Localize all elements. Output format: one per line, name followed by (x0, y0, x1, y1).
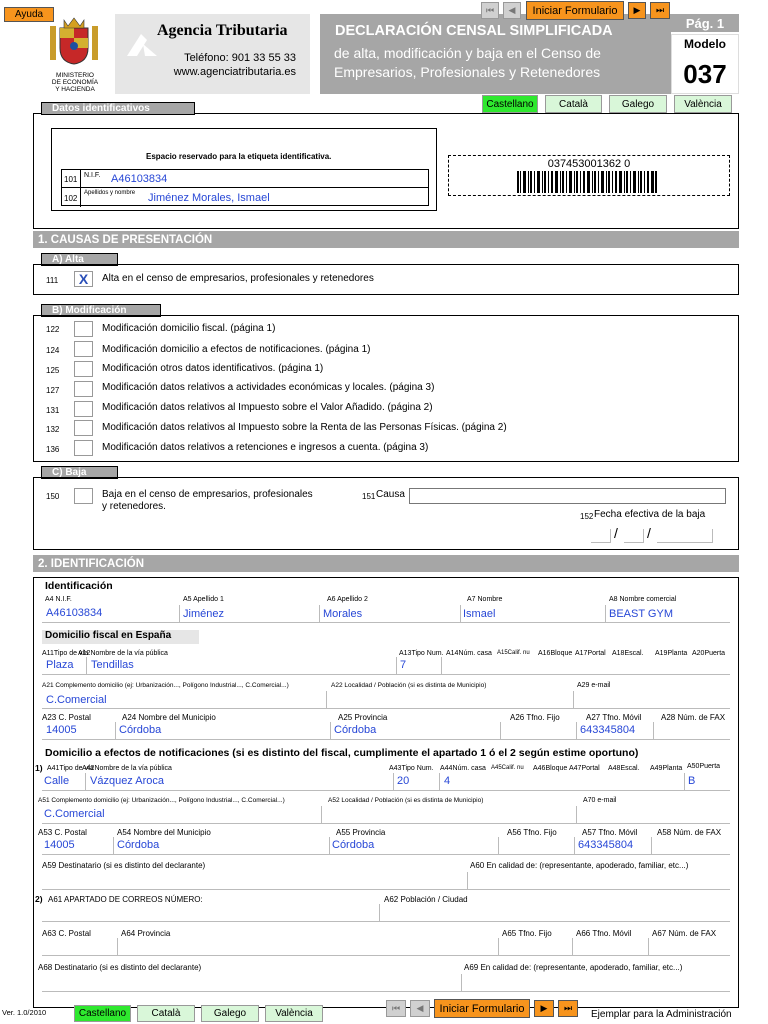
a6-apellido2-input[interactable]: Morales (323, 608, 363, 620)
a53-cp-input[interactable]: 14005 (44, 839, 75, 851)
a24-label: A24 Nombre del Municipio (122, 713, 216, 722)
alta-code: 111 (46, 276, 59, 285)
mod-code: 122 (46, 325, 60, 334)
a5-apellido1-input[interactable]: Jiménez (183, 608, 224, 620)
baja-checkbox[interactable] (74, 488, 93, 504)
coat-of-arms-icon (46, 14, 102, 70)
a50-puerta-input[interactable]: B (688, 775, 696, 787)
domicilio-notif-title: Domicilio a efectos de notificaciones (si es distinto del fiscal, cumplimente el apartado 1 ó el 2 según estime oportuno) (45, 747, 639, 759)
nif-code: 101 (64, 175, 78, 184)
a26-label: A26 Tfno. Fijo (510, 713, 560, 722)
mod-checkbox-136[interactable] (74, 440, 93, 456)
agency-box (115, 14, 310, 94)
reserved-label: Espacio reservado para la etiqueta identificativa. (146, 152, 332, 161)
footer-prev-page-button[interactable]: ◀ (410, 1000, 430, 1017)
mod-text: Modificación domicilio a efectos de notificaciones. (página 1) (102, 344, 371, 355)
a56-label: A56 Tfno. Fijo (507, 828, 557, 837)
a66-label: A66 Tfno. Móvil (576, 929, 632, 938)
a64-label: A64 Provincia (121, 929, 171, 938)
a55-provincia-input[interactable]: Córdoba (332, 839, 375, 851)
title-box (320, 14, 671, 94)
a21-complemento-input[interactable]: C.Comercial (46, 694, 107, 706)
a41-label: A41Tipo de vía (47, 765, 94, 772)
a7-label: A7 Nombre (467, 596, 503, 603)
barcode-number: 037453001362 0 (547, 158, 631, 170)
a13-tipo-num-input[interactable]: 7 (400, 659, 407, 671)
version-label: Ver. 1.0/2010 (2, 1008, 47, 1017)
footer-lang-valencia[interactable]: València (265, 1005, 323, 1022)
a46-label: A46Bloque (533, 765, 568, 772)
mod-text: Modificación datos relativos a actividades económicas y locales. (página 3) (102, 382, 435, 393)
mod-text: Modificación datos relativos al Impuesto sobre la Renta de las Personas Físicas. (página 2) (102, 422, 507, 433)
footer-next-page-button[interactable]: ▶ (534, 1000, 554, 1017)
agency-phone: Teléfono: 901 33 55 33 (184, 52, 296, 64)
a12-nombre-via-input[interactable]: Tendillas (91, 659, 134, 671)
agency-website: www.agenciatributaria.es (173, 66, 296, 78)
date-year-input[interactable] (657, 529, 713, 543)
a7-nombre-input[interactable]: Ismael (463, 608, 496, 620)
a60-label: A60 En calidad de: (representante, apoderado, familiar, etc...) (470, 861, 689, 870)
name-code: 102 (64, 194, 78, 203)
domicilio-fiscal-title: Domicilio fiscal en España (42, 630, 199, 644)
mod-code: 136 (46, 445, 60, 454)
a48-label: A48Escal. (608, 765, 640, 772)
baja-code: 150 (46, 492, 60, 501)
date-separator: / (647, 525, 651, 541)
last-page-button[interactable]: ⏭ (650, 2, 670, 19)
date-day-input[interactable] (591, 529, 611, 543)
a42-nombre-via-input[interactable]: Vázquez Aroca (90, 775, 164, 787)
option-1-label: 1) (35, 763, 43, 773)
a18-label: A18Escal. (612, 650, 644, 657)
form-subtitle-2: Empresarios, Profesionales y Retenedores (334, 64, 601, 80)
a44-label: A44Núm. casa (440, 765, 486, 772)
lang-galego[interactable]: Galego (609, 95, 667, 113)
a53-label: A53 C. Postal (38, 828, 87, 837)
footer-lang-castellano[interactable]: Castellano (74, 1005, 131, 1022)
nif-value[interactable]: A46103834 (111, 173, 168, 185)
a61-label: A61 APARTADO DE CORREOS NÚMERO: (48, 895, 203, 904)
page-number: Pág. 1 (671, 14, 739, 32)
a41-tipo-via-input[interactable]: Calle (44, 775, 70, 787)
start-form-button[interactable]: Iniciar Formulario (526, 1, 624, 20)
a52-label: A52 Localidad / Población (si es distinta de Municipio) (328, 797, 484, 804)
a19-label: A19Planta (655, 650, 688, 657)
mod-checkbox-125[interactable] (74, 361, 93, 377)
copy-label: Ejemplar para la Administración (591, 1009, 732, 1020)
a13-label: A13Tipo Num. (399, 650, 444, 657)
barcode-icon (517, 171, 657, 193)
cause-input[interactable] (409, 488, 726, 504)
baja-text-2: y retenedores. (102, 501, 166, 512)
date-code: 152 (580, 512, 594, 521)
a22-label: A22 Localidad / Población (si es distinta de Municipio) (331, 682, 487, 689)
causas-section-title: 1. CAUSAS DE PRESENTACIÓN (33, 231, 739, 248)
mod-text: Modificación datos relativos a retenciones e ingresos a cuenta. (página 3) (102, 442, 429, 453)
a21-label: A21 Complemento domicilio (ej: Urbanización..., Polígono Industrial..., C.Comercial...) (42, 682, 289, 689)
a16-label: A16Bloque (538, 650, 573, 657)
cause-label: Causa (376, 489, 405, 500)
agency-name: Agencia Tributaria (157, 22, 288, 39)
mod-code: 125 (46, 366, 60, 375)
identificacion-subtitle: Identificación (45, 580, 113, 592)
first-page-button[interactable]: ⏮ (481, 2, 499, 19)
mod-text: Modificación datos relativos al Impuesto sobre el Valor Añadido. (página 2) (102, 402, 433, 413)
a57-movil-input[interactable]: 643345804 (578, 839, 634, 851)
a51-label: A51 Complemento domicilio (ej: Urbanización..., Polígono Industrial..., C.Comercial...) (38, 797, 285, 804)
mod-code: 127 (46, 386, 60, 395)
a6-label: A6 Apellido 2 (327, 596, 368, 603)
alta-text: Alta en el censo de empresarios, profesionales y retenedores (102, 273, 374, 284)
date-label: Fecha efectiva de la baja (594, 509, 706, 520)
a8-label: A8 Nombre comercial (609, 596, 677, 603)
a58-label: A58 Núm. de FAX (657, 828, 722, 837)
lang-catala[interactable]: Català (545, 95, 602, 113)
baja-text-1: Baja en el censo de empresarios, profesionales (102, 489, 313, 500)
a14-label: A14Núm. casa (446, 650, 492, 657)
a68-label: A68 Destinatario (si es distinto del declarante) (38, 963, 202, 972)
a25-provincia-input[interactable]: Córdoba (334, 724, 377, 736)
a25-label: A25 Provincia (338, 713, 388, 722)
name-value[interactable]: Jiménez Morales, Ismael (148, 192, 270, 204)
next-page-button[interactable]: ▶ (628, 2, 646, 19)
baja-title: C) Baja (41, 466, 118, 479)
mod-code: 132 (46, 425, 60, 434)
date-month-input[interactable] (624, 529, 644, 543)
a49-label: A49Planta (650, 765, 683, 772)
a4-label: A4 N.I.F. (45, 596, 72, 603)
a63-label: A63 C. Postal (42, 929, 91, 938)
a29-label: A29 e-mail (577, 682, 611, 689)
datos-identificativos-title: Datos identificativos (41, 102, 195, 115)
a50-label: A50Puerta (687, 763, 721, 770)
a27-label: A27 Tfno. Móvil (586, 713, 642, 722)
a8-nombre-comercial-input[interactable]: BEAST GYM (609, 608, 673, 620)
a23-cp-input[interactable]: 14005 (46, 724, 77, 736)
mod-checkbox-132[interactable] (74, 420, 93, 436)
a47-label: A47Portal (569, 765, 600, 772)
mod-checkbox-124[interactable] (74, 341, 93, 357)
mod-text: Modificación domicilio fiscal. (página 1) (102, 323, 276, 334)
a65-label: A65 Tfno. Fijo (502, 929, 552, 938)
a55-label: A55 Provincia (336, 828, 386, 837)
prev-page-button[interactable]: ◀ (503, 2, 521, 19)
a12-label: A12Nombre de la vía pública (78, 650, 168, 657)
a59-label: A59 Destinatario (si es distinto del declarante) (42, 861, 206, 870)
mod-code: 131 (46, 406, 60, 415)
a54-municipio-input[interactable]: Córdoba (117, 839, 160, 851)
form-title: DECLARACIÓN CENSAL SIMPLIFICADA (335, 23, 613, 39)
a62-label: A62 Población / Ciudad (384, 895, 468, 904)
model-number: 037 (683, 59, 727, 89)
a28-label: A28 Núm. de FAX (661, 713, 726, 722)
a42-label: A42Nombre de la vía pública (82, 765, 172, 772)
a67-label: A67 Núm. de FAX (652, 929, 717, 938)
model-label: Modelo (684, 37, 726, 51)
mod-code: 124 (46, 346, 60, 355)
mod-checkbox-122[interactable] (74, 321, 93, 337)
a69-label: A69 En calidad de: (representante, apoderado, familiar, etc...) (464, 963, 683, 972)
a70-label: A70 e-mail (583, 797, 617, 804)
footer-first-page-button[interactable]: ⏮ (386, 1000, 406, 1017)
a15-label: A15Calif. nu (497, 650, 530, 656)
a20-label: A20Puerta (692, 650, 726, 657)
footer-lang-galego[interactable]: Galego (201, 1005, 259, 1022)
id-fields-box (61, 169, 429, 206)
mod-text: Modificación otros datos identificativos. (página 1) (102, 363, 324, 374)
a51-complemento-input[interactable]: C.Comercial (44, 808, 105, 820)
a24-municipio-input[interactable]: Córdoba (119, 724, 162, 736)
lang-castellano[interactable]: Castellano (482, 95, 538, 113)
identificacion-section-title: 2. IDENTIFICACIÓN (33, 555, 739, 572)
a57-label: A57 Tfno. Móvil (582, 828, 638, 837)
a17-label: A17Portal (575, 650, 606, 657)
label-reserved-box (51, 128, 437, 211)
form-subtitle-1: de alta, modificación y baja en el Censo de (334, 45, 601, 61)
help-button[interactable]: Ayuda (4, 7, 54, 22)
mod-checkbox-131[interactable] (74, 401, 93, 417)
footer-last-page-button[interactable]: ⏭ (558, 1000, 578, 1017)
a54-label: A54 Nombre del Municipio (117, 828, 211, 837)
a27-movil-input[interactable]: 643345804 (580, 724, 636, 736)
footer-start-form-button[interactable]: Iniciar Formulario (434, 999, 530, 1018)
nif-label: N.I.F. (84, 172, 101, 179)
a5-label: A5 Apellido 1 (183, 596, 224, 603)
model-box (671, 34, 739, 94)
option-2-label: 2) (35, 894, 43, 904)
footer-lang-catala[interactable]: Català (137, 1005, 195, 1022)
barcode-box (448, 155, 730, 196)
lang-valencia[interactable]: València (674, 95, 732, 113)
mod-checkbox-127[interactable] (74, 381, 93, 397)
a4-nif-input[interactable]: A46103834 (46, 607, 103, 619)
a11-tipo-via-input[interactable]: Plaza (46, 659, 74, 671)
a43-label: A43Tipo Num. (389, 765, 434, 772)
name-label: Apellidos y nombre (84, 190, 136, 196)
a11-label: A11Tipo de vía (42, 650, 89, 657)
modificacion-title: B) Modificación (41, 304, 161, 317)
ministry-label: MINISTERIO DE ECONOMÍA Y HACIENDA (51, 72, 99, 93)
date-separator: / (614, 525, 618, 541)
alta-title: A) Alta (41, 253, 118, 266)
a44-num-casa-input[interactable]: 4 (444, 775, 451, 787)
a23-label: A23 C. Postal (42, 713, 91, 722)
a43-tipo-num-input[interactable]: 20 (397, 775, 410, 787)
alta-checkbox[interactable]: X (74, 271, 93, 287)
cause-code: 151 (362, 492, 376, 501)
a45-label: A45Calif. nu (491, 765, 524, 771)
